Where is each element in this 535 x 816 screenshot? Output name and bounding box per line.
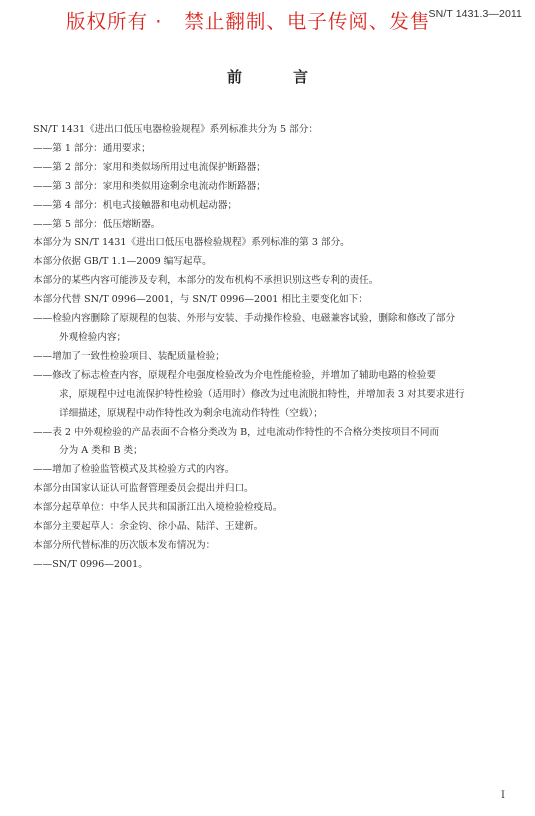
change-item-continuation: 分为 A 类和 B 类； bbox=[59, 445, 143, 457]
body-line: 本部分依据 GB/T 1.1—2009 编写起草。 bbox=[33, 256, 212, 268]
closing-line: 本部分主要起草人：余金钧、徐小晶、陆洋、王建新。 bbox=[33, 521, 264, 533]
change-item-line: ——增加了一致性检验项目、装配质量检验； bbox=[33, 350, 225, 362]
standard-code: SN/T 1431.3—2011 bbox=[428, 8, 522, 20]
body-line: ——第 5 部分：低压熔断器。 bbox=[33, 218, 161, 230]
document-body bbox=[33, 121, 501, 575]
change-item-line: ——检验内容删除了原规程的包装、外形与安装、手动操作检验、电磁兼容试验，删除和修改了部分 bbox=[33, 313, 456, 325]
change-item-line: ——增加了检验监管模式及其检验方式的内容。 bbox=[33, 464, 235, 476]
body-line: ——第 3 部分：家用和类似用途剩余电流动作断路器； bbox=[33, 180, 266, 192]
closing-line: ——SN/T 0996—2001。 bbox=[33, 558, 148, 570]
body-line: 本部分为 SN/T 1431《进出口低压电器检验规程》系列标准的第 3 部分。 bbox=[33, 237, 350, 249]
watermark-left-text: 版权所有 · bbox=[66, 10, 163, 33]
page-title: 前 言 bbox=[226, 68, 326, 86]
change-item-continuation: 求，原规程中过电流保护特性检验（适用时）修改为过电流脱扣特性，并增加表 3 对其要求进行 bbox=[59, 388, 465, 400]
body-line: ——第 1 部分：通用要求； bbox=[33, 142, 151, 154]
change-item-line: ——表 2 中外观检验的产品表面不合格分类改为 B，过电流动作特性的不合格分类按项目不同而 bbox=[33, 426, 440, 438]
change-item-continuation: 详细描述，原规程中动作特性改为剩余电流动作特性（空载）； bbox=[59, 407, 323, 419]
body-line: 本部分的某些内容可能涉及专利，本部分的发布机构不承担识别这些专利的责任。 bbox=[33, 275, 379, 287]
page-number: I bbox=[501, 790, 505, 801]
body-line: ——第 4 部分：机电式接触器和电动机起动器； bbox=[33, 199, 238, 211]
closing-line: 本部分所代替标准的历次版本发布情况为： bbox=[33, 539, 216, 551]
change-item-line: ——修改了标志检查内容，原规程介电强度检验改为介电性能检验，并增加了辅助电路的检验要 bbox=[33, 369, 436, 381]
copyright-watermark bbox=[66, 6, 430, 34]
closing-line: 本部分由国家认证认可监督管理委员会提出并归口。 bbox=[33, 483, 254, 495]
closing-line: 本部分起草单位：中华人民共和国浙江出入境检验检疫局。 bbox=[33, 502, 283, 514]
watermark-right-text: 禁止翻制、电子传阅、发售 bbox=[184, 10, 431, 33]
body-line: ——第 2 部分：家用和类似场所用过电流保护断路器； bbox=[33, 161, 266, 173]
body-line: SN/T 1431《进出口低压电器检验规程》系列标准共分为 5 部分： bbox=[33, 124, 318, 135]
body-line: 本部分代替 SN/T 0996—2001，与 SN/T 0996—2001 相比主要变化如下： bbox=[33, 294, 368, 306]
change-item-continuation: 外观检验内容； bbox=[59, 331, 127, 343]
